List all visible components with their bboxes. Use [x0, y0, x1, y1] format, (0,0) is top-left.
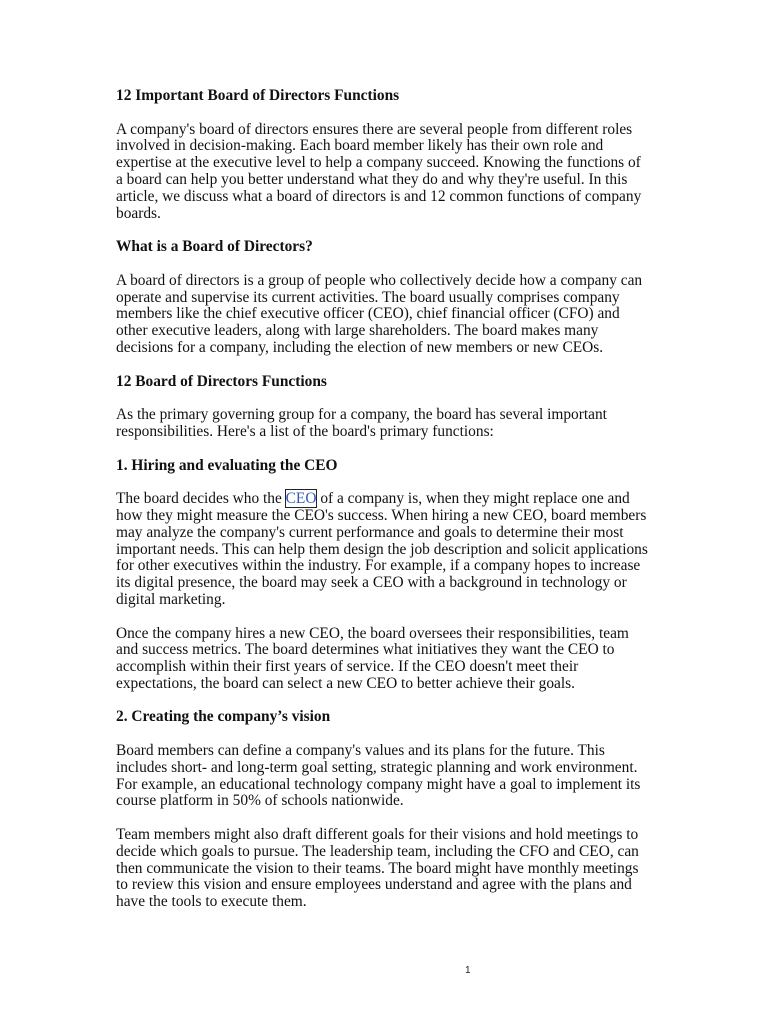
text-line: have the tools to execute them.	[116, 893, 307, 911]
text-line: operate and supervise its current activities. The board usually comprises company	[116, 288, 620, 306]
section-heading: 12 Board of Directors Functions	[116, 372, 327, 390]
text-line: responsibilities. Here's a list of the board's primary functions:	[116, 422, 494, 440]
paragraph	[116, 491, 696, 609]
section-heading: 2. Creating the company’s vision	[116, 708, 331, 726]
text-line: A company's board of directors ensures there are several people from different roles	[116, 120, 633, 138]
text-line: For example, an educational technology company might have a goal to implement its	[116, 775, 641, 793]
text-line	[116, 491, 696, 508]
text-line: a board can help you better understand what they do and why they're useful. In this	[116, 170, 628, 188]
text-line: boards.	[116, 204, 161, 222]
paragraph	[116, 273, 696, 357]
text-line: Team members might also draft different goals for their visions and hold meetings to	[116, 826, 639, 844]
text-line: expectations, the board can select a new CEO to better achieve their goals.	[116, 674, 575, 692]
text-line: decisions for a company, including the election of new members or new CEOs.	[116, 338, 604, 356]
text-line: article, we discuss what a board of directors is and 12 common functions of company	[116, 187, 642, 205]
text-line: includes short- and long-term goal setting, strategic planning and work environment.	[116, 758, 638, 776]
document-body	[116, 88, 696, 928]
ceo-link[interactable]: CEO	[285, 490, 317, 508]
text-line: expertise at the executive level to help a company succeed. Knowing the functions of	[116, 154, 641, 172]
text-line: to review this vision and ensure employees understand and agree with the plans and	[116, 876, 632, 894]
text-line: other executive leaders, along with large shareholders. The board makes many	[116, 322, 599, 340]
paragraph	[116, 407, 696, 441]
text-line: A board of directors is a group of people who collectively decide how a company can	[116, 271, 643, 289]
text-line: then communicate the vision to their teams. The board might have monthly meetings	[116, 859, 639, 877]
text-segment: The board decides who the	[116, 490, 286, 508]
section-heading: 1. Hiring and evaluating the CEO	[116, 456, 338, 474]
text-line: its digital presence, the board may seek a CEO with a background in technology or	[116, 574, 627, 592]
text-segment: of a company is, when they might replace one and	[316, 490, 630, 508]
text-line: decide which goals to pursue. The leadership team, including the CFO and CEO, can	[116, 842, 639, 860]
paragraph	[116, 626, 696, 693]
paragraph	[116, 827, 696, 911]
text-line: Once the company hires a new CEO, the board oversees their responsibilities, team	[116, 624, 629, 642]
document-title: 12 Important Board of Directors Functions	[116, 87, 400, 104]
text-line: for other executives within the industry. For example, if a company hopes to increase	[116, 557, 641, 575]
paragraph	[116, 122, 696, 223]
text-line: may analyze the company's current performance and goals to determine their most	[116, 523, 624, 541]
text-line: course platform in 50% of schools nationwide.	[116, 792, 404, 810]
text-line: important needs. This can help them design the job description and solicit applications	[116, 540, 648, 558]
paragraph	[116, 743, 696, 810]
text-line: Board members can define a company's values and its plans for the future. This	[116, 742, 605, 760]
text-line: involved in decision-making. Each board member likely has their own role and	[116, 137, 604, 155]
text-line: digital marketing.	[116, 590, 226, 608]
page-number: 1	[465, 965, 471, 976]
text-line: how they might measure the CEO's success. When hiring a new CEO, board members	[116, 506, 647, 524]
text-line: and success metrics. The board determines what initiatives they want the CEO to	[116, 641, 615, 659]
text-line: As the primary governing group for a company, the board has several important	[116, 406, 607, 424]
text-line: accomplish within their first years of service. If the CEO doesn't meet their	[116, 658, 579, 676]
text-line: members like the chief executive officer (CEO), chief financial officer (CFO) and	[116, 305, 620, 323]
section-heading: What is a Board of Directors?	[116, 238, 313, 256]
